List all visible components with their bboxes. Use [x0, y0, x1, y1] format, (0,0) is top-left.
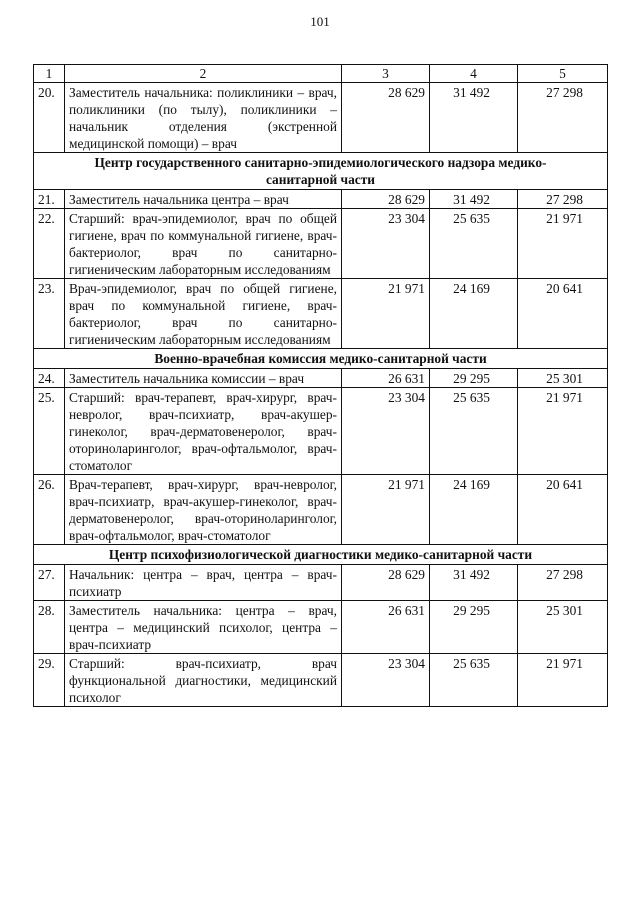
- value-col3: 21 971: [342, 279, 430, 349]
- table-row: [34, 209, 608, 279]
- header-cell: 5: [518, 65, 608, 83]
- table-row: [34, 369, 608, 388]
- value-col3: 23 304: [342, 654, 430, 707]
- header-cell: 3: [342, 65, 430, 83]
- value-col4: 29 295: [430, 601, 518, 654]
- value-col4: 31 492: [430, 83, 518, 153]
- value-col4: 24 169: [430, 279, 518, 349]
- table-row: [34, 388, 608, 475]
- table-row: [34, 565, 608, 601]
- row-number: 28.: [34, 601, 65, 654]
- value-col5: 27 298: [518, 565, 608, 601]
- row-number: 20.: [34, 83, 65, 153]
- header-row: [34, 65, 608, 83]
- table-row: [34, 475, 608, 545]
- value-col3: 28 629: [342, 190, 430, 209]
- value-col5: 25 301: [518, 601, 608, 654]
- value-col4: 25 635: [430, 654, 518, 707]
- value-col3: 23 304: [342, 388, 430, 475]
- table-row: [34, 83, 608, 153]
- value-col3: 26 631: [342, 601, 430, 654]
- row-number: 23.: [34, 279, 65, 349]
- value-col3: 21 971: [342, 475, 430, 545]
- table-row: [34, 279, 608, 349]
- salary-table: [33, 64, 608, 707]
- row-number: 29.: [34, 654, 65, 707]
- value-col5: 27 298: [518, 83, 608, 153]
- header-cell: 2: [65, 65, 342, 83]
- row-number: 25.: [34, 388, 65, 475]
- value-col3: 26 631: [342, 369, 430, 388]
- row-number: 21.: [34, 190, 65, 209]
- row-description: Заместитель начальника: поликлиники – врач, поликлиники (по тылу), поликлиники – начальник отделения (экстренной медицинской помощи) – врач: [65, 83, 342, 153]
- row-description: Заместитель начальника: центра – врач, центра – медицинский психолог, центра – врач-психиатр: [65, 601, 342, 654]
- value-col5: 27 298: [518, 190, 608, 209]
- row-description: Старший: врач-психиатр, врач функциональной диагностики, медицинский психолог: [65, 654, 342, 707]
- section-row: [34, 545, 608, 565]
- table-row: [34, 654, 608, 707]
- row-description: Старший: врач-терапевт, врач-хирург, врач-невролог, врач-психиатр, врач-акушер-гинеколог, врач-дерматовенеролог, врач-оториноларинголог, врач-офтальмолог, врач-стоматолог: [65, 388, 342, 475]
- value-col4: 24 169: [430, 475, 518, 545]
- value-col5: 25 301: [518, 369, 608, 388]
- value-col4: 29 295: [430, 369, 518, 388]
- row-description: Заместитель начальника комиссии – врач: [65, 369, 342, 388]
- row-description: Врач-терапевт, врач-хирург, врач-невролог, врач-психиатр, врач-акушер-гинеколог, врач-дерматовенеролог, врач-оториноларинголог, врач-офтальмолог, врач-стоматолог: [65, 475, 342, 545]
- table-row: [34, 601, 608, 654]
- row-description: Заместитель начальника центра – врач: [65, 190, 342, 209]
- header-cell: 4: [430, 65, 518, 83]
- page-number: 101: [310, 14, 330, 29]
- value-col4: 25 635: [430, 209, 518, 279]
- row-number: 22.: [34, 209, 65, 279]
- row-description: Врач-эпидемиолог, врач по общей гигиене, врач по коммунальной гигиене, врач-бактериолог, врач по санитарно-гигиеническим лабораторным исследованиям: [65, 279, 342, 349]
- section-title: Центр психофизиологической диагностики медико-санитарной части: [34, 545, 608, 565]
- value-col5: 20 641: [518, 475, 608, 545]
- value-col5: 21 971: [518, 388, 608, 475]
- row-description: Старший: врач-эпидемиолог, врач по общей гигиене, врач по коммунальной гигиене, врач-бактериолог, врач по санитарно-гигиеническим лабораторным исследованиям: [65, 209, 342, 279]
- value-col4: 31 492: [430, 565, 518, 601]
- row-description: Начальник: центра – врач, центра – врач-психиатр: [65, 565, 342, 601]
- value-col3: 28 629: [342, 565, 430, 601]
- value-col5: 21 971: [518, 654, 608, 707]
- header-cell: 1: [34, 65, 65, 83]
- value-col3: 23 304: [342, 209, 430, 279]
- row-number: 26.: [34, 475, 65, 545]
- table-row: [34, 190, 608, 209]
- row-number: 24.: [34, 369, 65, 388]
- section-title: Центр государственного санитарно-эпидемиологического надзора медико-санитарной части: [34, 153, 608, 190]
- value-col4: 31 492: [430, 190, 518, 209]
- value-col5: 20 641: [518, 279, 608, 349]
- row-number: 27.: [34, 565, 65, 601]
- section-row: [34, 349, 608, 369]
- value-col5: 21 971: [518, 209, 608, 279]
- section-title: Военно-врачебная комиссия медико-санитарной части: [34, 349, 608, 369]
- section-row: [34, 153, 608, 190]
- value-col4: 25 635: [430, 388, 518, 475]
- value-col3: 28 629: [342, 83, 430, 153]
